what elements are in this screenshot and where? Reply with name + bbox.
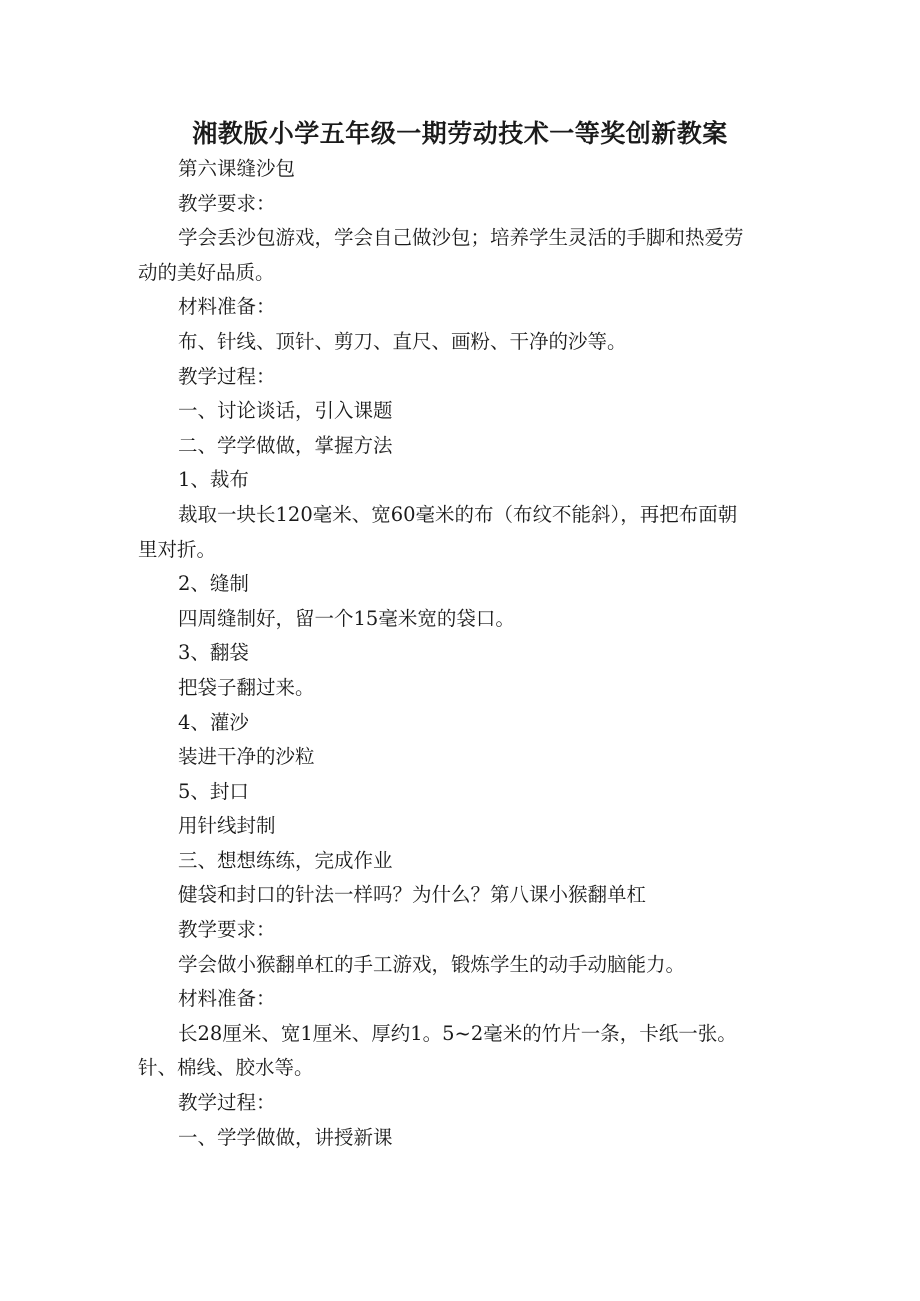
paragraph-line: 教学过程： xyxy=(178,364,276,388)
paragraph-line: 装进干净的沙粒 xyxy=(178,745,315,769)
paragraph-line: 3、翻袋 xyxy=(178,641,249,665)
paragraph-line: 长28厘米、宽1厘米、厚约1。5~2毫米的竹片一条，卡纸一张。 xyxy=(178,1021,737,1045)
paragraph-line: 1、裁布 xyxy=(178,468,249,492)
paragraph-line: 四周缝制好，留一个15毫米宽的袋口。 xyxy=(178,606,515,630)
paragraph-line: 布、针线、顶针、剪刀、直尺、画粉、干净的沙等。 xyxy=(178,329,627,353)
paragraph-line: 裁取一块长120毫米、宽60毫米的布（布纹不能斜），再把布面朝 xyxy=(178,502,738,526)
paragraph-line: 学会丢沙包游戏，学会自己做沙包；培养学生灵活的手脚和热爱劳 xyxy=(178,226,744,250)
paragraph-line: 4、灌沙 xyxy=(178,710,249,734)
paragraph-line: 一、学学做做，讲授新课 xyxy=(178,1125,393,1149)
paragraph-line: 动的美好品质。 xyxy=(138,260,275,284)
paragraph-line: 教学要求： xyxy=(178,191,276,215)
paragraph-line: 把袋子翻过来。 xyxy=(178,675,315,699)
paragraph-line: 针、棉线、胶水等。 xyxy=(138,1056,314,1080)
paragraph-line: 用针线封制 xyxy=(178,814,276,838)
paragraph-line: 教学过程： xyxy=(178,1091,276,1115)
paragraph-line: 教学要求： xyxy=(178,918,276,942)
paragraph-line: 5、封口 xyxy=(178,779,249,803)
paragraph-line: 第六课缝沙包 xyxy=(178,157,296,180)
paragraph-line: 2、缝制 xyxy=(178,572,249,596)
paragraph-line: 材料准备： xyxy=(178,295,276,319)
paragraph-line: 材料准备： xyxy=(178,987,276,1011)
paragraph-line: 里对折。 xyxy=(138,537,217,561)
document-title: 湘教版小学五年级一期劳动技术一等奖创新教案 xyxy=(192,119,728,148)
paragraph-line: 一、讨论谈话，引入课题 xyxy=(178,399,393,423)
document-body xyxy=(138,152,778,1155)
paragraph-line: 学会做小猴翻单杠的手工游戏，锻炼学生的动手动脑能力。 xyxy=(178,952,686,976)
paragraph-line: 健袋和封口的针法一样吗？为什么？第八课小猴翻单杠 xyxy=(178,883,647,907)
paragraph-line: 三、想想练练，完成作业 xyxy=(178,848,393,872)
paragraph-line: 二、学学做做，掌握方法 xyxy=(178,433,393,457)
